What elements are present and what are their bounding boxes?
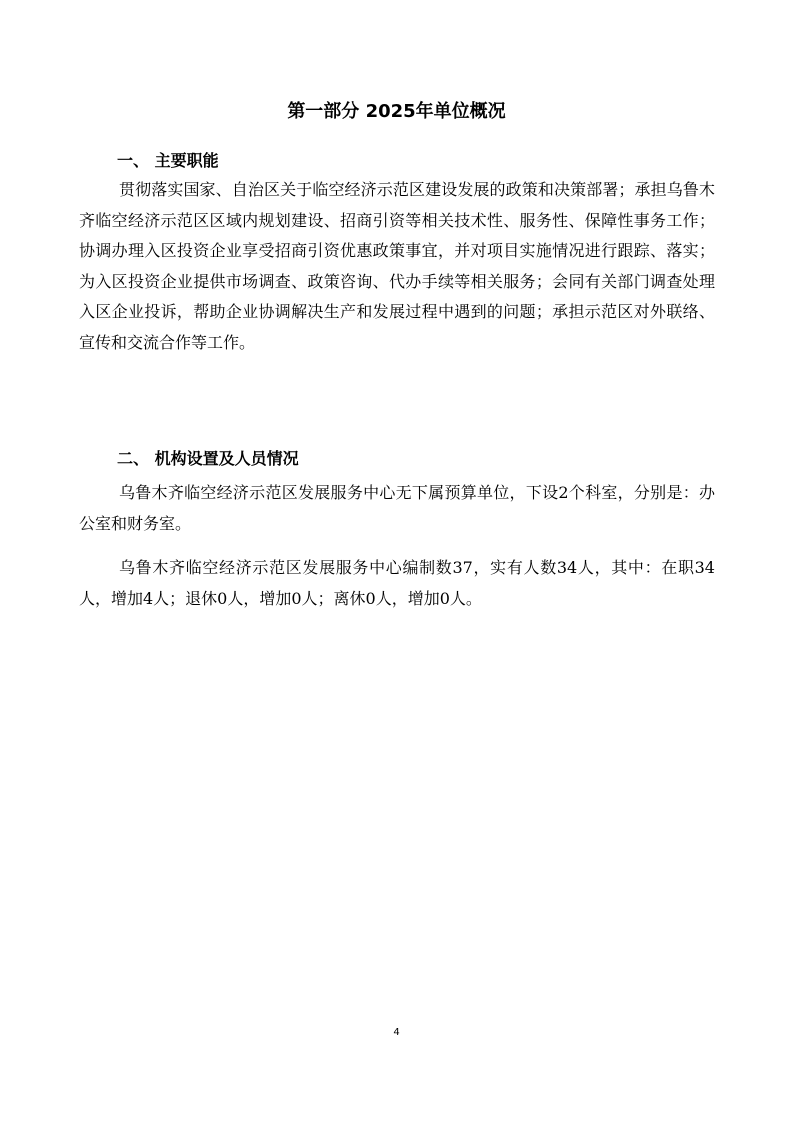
page-title: 第一部分 2025年单位概况 <box>287 101 506 122</box>
paragraph-staffing: 乌鲁木齐临空经济示范区发展服务中心编制数37，实有人数34人，其中：在职34人，增加4人；退休0人，增加0人；离休0人，增加0人。 <box>79 558 715 608</box>
paragraph-functions: 贯彻落实国家、自治区关于临空经济示范区建设发展的政策和决策部署；承担乌鲁木齐临空经济示范区区域内规划建设、招商引资等相关技术性、服务性、保障性事务工作；协调办理入区投资企业享受招商引资优惠政策事宜，并对项目实施情况进行跟踪、落实；为入区投资企业提供市场调查、政策咨询、代办手续等相关服务；会同有关部门调查处理入区企业投诉，帮助企业协调解决生产和发展过程中遇到的问题；承担示范区对外联络、宣传和交流合作等工作。 <box>79 180 715 352</box>
page-number: 4 <box>393 1027 400 1038</box>
section-heading-2: 二、 机构设置及人员情况 <box>117 449 299 468</box>
paragraph-structure: 乌鲁木齐临空经济示范区发展服务中心无下属预算单位，下设2个科室，分别是：办公室和财务室。 <box>79 483 715 533</box>
section-heading-1: 一、 主要职能 <box>117 151 219 170</box>
